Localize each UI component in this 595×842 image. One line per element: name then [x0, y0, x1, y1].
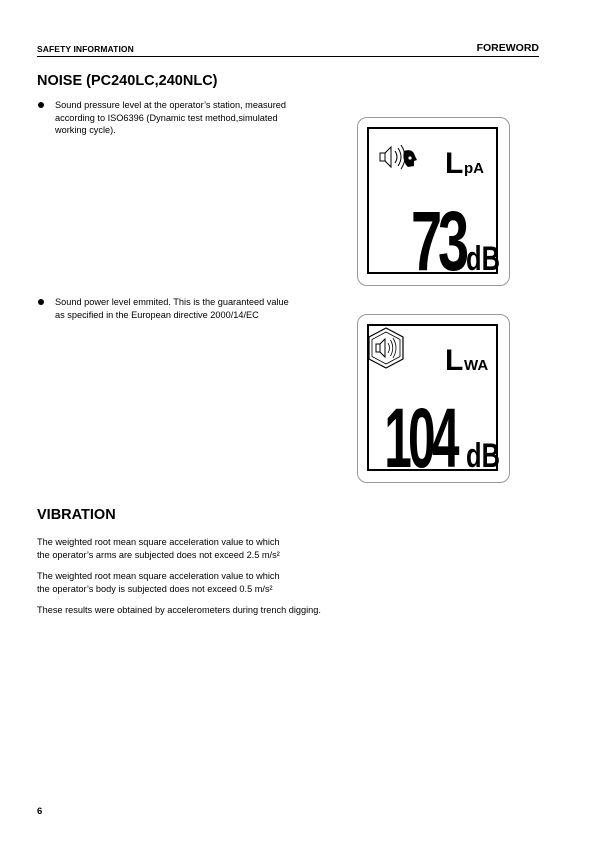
text-line: the operator’s arms are subjected does not exceed 2.5 m/s²	[37, 549, 280, 560]
text-line: The weighted root mean square acceleration value to which	[37, 571, 280, 581]
text-line: These results were obtained by accelerometers during trench digging.	[37, 605, 321, 615]
page-number: 6	[37, 806, 43, 817]
noise-item-2-text	[55, 296, 317, 321]
vibration-paragraph-2	[37, 570, 357, 595]
text-line: as specified in the European directive 2000/14/EC	[55, 309, 259, 320]
noise-heading: NOISE (PC240LC,240NLC)	[37, 73, 218, 89]
text-line: The weighted root mean square acceleration value to which	[37, 537, 280, 547]
badge-value: 73	[411, 194, 465, 285]
badge-unit: dB	[466, 437, 500, 475]
vibration-paragraph-1	[37, 536, 357, 561]
header-section-title: SAFETY INFORMATION	[37, 44, 134, 54]
header-rule	[37, 56, 539, 57]
text-line: the operator’s body is subjected does not exceed 0.5 m/s²	[37, 583, 273, 594]
badge-symbol-sub: WA	[464, 357, 489, 374]
header-chapter-title: FOREWORD	[476, 42, 539, 54]
noise-item-1-text	[55, 99, 317, 137]
speaker-operator-head-icon	[380, 145, 417, 169]
text-line: according to ISO6396 (Dynamic test method,simulated	[55, 112, 278, 123]
badge-value: 104	[384, 391, 456, 482]
vibration-paragraph-3	[37, 604, 357, 617]
speaker-hexagon-icon	[369, 328, 403, 368]
badge-symbol-main: L	[445, 344, 464, 377]
text-line: Sound pressure level at the operator’s station, measured	[55, 100, 287, 110]
badge-unit: dB	[466, 240, 500, 278]
badge-graphic	[358, 118, 509, 285]
bullet-dot	[38, 102, 44, 108]
vibration-heading: VIBRATION	[37, 507, 116, 523]
sound-pressure-badge	[357, 117, 510, 286]
text-line: working cycle).	[55, 125, 116, 135]
bullet-dot	[38, 299, 44, 305]
sound-power-badge	[357, 314, 510, 483]
text-line: Sound power level emmited. This is the guaranteed value	[55, 297, 289, 307]
badge-symbol-sub: pA	[464, 160, 484, 177]
badge-graphic	[358, 315, 509, 482]
badge-symbol-main: L	[445, 147, 464, 180]
